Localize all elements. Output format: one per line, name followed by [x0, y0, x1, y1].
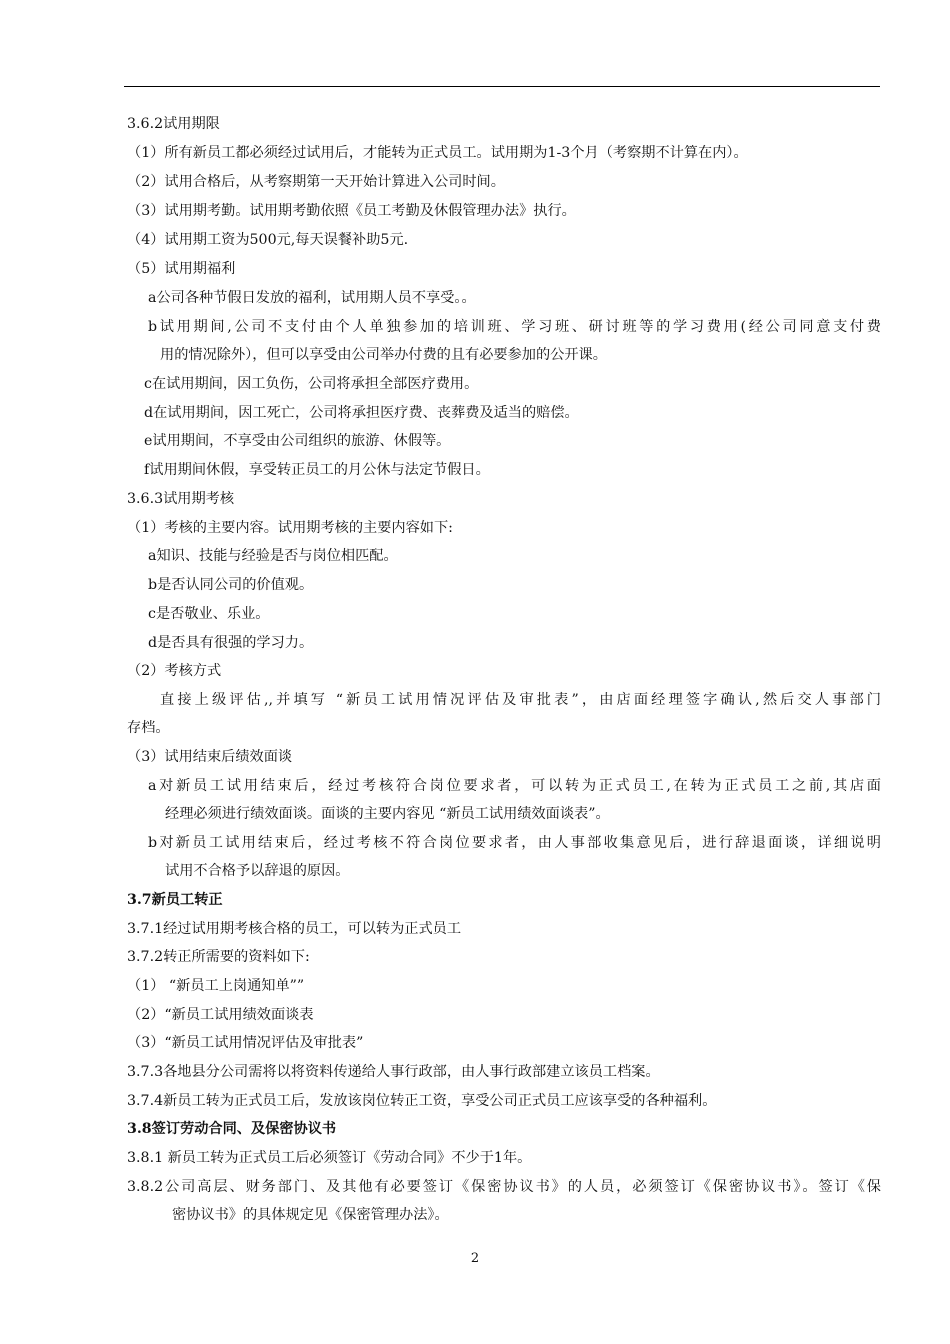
paragraph-line: （2）“新员工试用绩效面谈表: [127, 1007, 314, 1023]
section-heading: 3.6.3试用期考核: [127, 491, 235, 507]
list-item: f试用期间休假，享受转正员工的月公休与法定节假日。: [144, 462, 490, 478]
list-item: c是否敬业、乐业。: [148, 606, 270, 622]
paragraph-line: （4）试用期工资为500元,每天误餐补助5元.: [127, 232, 409, 248]
paragraph-line: （2）试用合格后，从考察期第一天开始计算进入公司时间。: [127, 174, 505, 190]
paragraph-line: （3）试用期考勤。试用期考勤依照《员工考勤及休假管理办法》执行。: [127, 203, 576, 219]
paragraph-line: 3.8.2公司高层、财务部门、及其他有必要签订《保密协议书》的人员，必须签订《保密协议书》。签订《保: [127, 1179, 881, 1195]
paragraph-line: （1）所有新员工都必须经过试用后，才能转为正式员工。试用期为1-3个月（考察期不计算在内）。: [127, 145, 748, 161]
page-number: 2: [470, 1251, 480, 1266]
paragraph-line: 直接上级评估,,并填写 “新员工试用情况评估及审批表”，由店面经理签字确认,然后交人事部门: [160, 692, 881, 708]
paragraph-line: （5）试用期福利: [127, 261, 236, 277]
list-item-continuation: 经理必须进行绩效面谈。面谈的主要内容见 “新员工试用绩效面谈表”。: [165, 806, 610, 822]
paragraph-line: （3）“新员工试用情况评估及审批表”: [127, 1035, 364, 1051]
paragraph-line: 3.7.3各地县分公司需将以将资料传递给人事行政部，由人事行政部建立该员工档案。: [127, 1064, 660, 1080]
list-item: d在试用期间，因工死亡，公司将承担医疗费、丧葬费及适当的赔偿。: [144, 405, 579, 421]
header-rule: [124, 86, 880, 87]
paragraph-line: （2）考核方式: [127, 663, 222, 679]
list-item: b是否认同公司的价值观。: [148, 577, 314, 593]
paragraph-line: （3）试用结束后绩效面谈: [127, 749, 293, 765]
list-item: a知识、技能与经验是否与岗位相匹配。: [148, 548, 398, 564]
paragraph-line: 存档。: [127, 720, 170, 736]
paragraph-line: 3.7.1经过试用期考核合格的员工，可以转为正式员工: [127, 921, 462, 937]
list-item: b试用期间,公司不支付由个人单独参加的培训班、学习班、研讨班等的学习费用(经公司同意支付费: [148, 319, 881, 335]
section-heading-bold: 3.7新员工转正: [127, 892, 223, 908]
paragraph-line: 3.7.4新员工转为正式员工后，发放该岗位转正工资，享受公司正式员工应该享受的各种福利。: [127, 1093, 717, 1109]
section-heading-bold: 3.8签订劳动合同、及保密协议书: [127, 1121, 337, 1137]
list-item: d是否具有很强的学习力。: [148, 635, 314, 651]
paragraph-continuation: 密协议书》的具体规定见《保密管理办法》。: [172, 1207, 449, 1223]
list-item: a公司各种节假日发放的福利，试用期人员不享受。。: [148, 290, 476, 306]
list-item: a对新员工试用结束后，经过考核符合岗位要求者，可以转为正式员工,在转为正式员工之前,其店面: [148, 778, 881, 794]
paragraph-line: 3.7.2转正所需要的资料如下:: [127, 949, 310, 965]
list-item-continuation: 试用不合格予以辞退的原因。: [165, 863, 350, 879]
paragraph-line: （1） “新员工上岗通知单””: [127, 978, 305, 994]
list-item-continuation: 用的情况除外），但可以享受由公司举办付费的且有必要参加的公开课。: [160, 347, 607, 363]
paragraph-line: （1）考核的主要内容。试用期考核的主要内容如下:: [127, 520, 453, 536]
list-item: e试用期间，不享受由公司组织的旅游、休假等。: [144, 433, 451, 449]
section-heading: 3.6.2试用期限: [127, 116, 220, 132]
list-item: c在试用期间，因工负伤，公司将承担全部医疗费用。: [144, 376, 479, 392]
list-item: b对新员工试用结束后，经过考核不符合岗位要求者，由人事部收集意见后，进行辞退面谈，详细说明: [148, 835, 881, 851]
paragraph-line: 3.8.1 新员工转为正式员工后必须签订《劳动合同》不少于1年。: [127, 1150, 532, 1166]
